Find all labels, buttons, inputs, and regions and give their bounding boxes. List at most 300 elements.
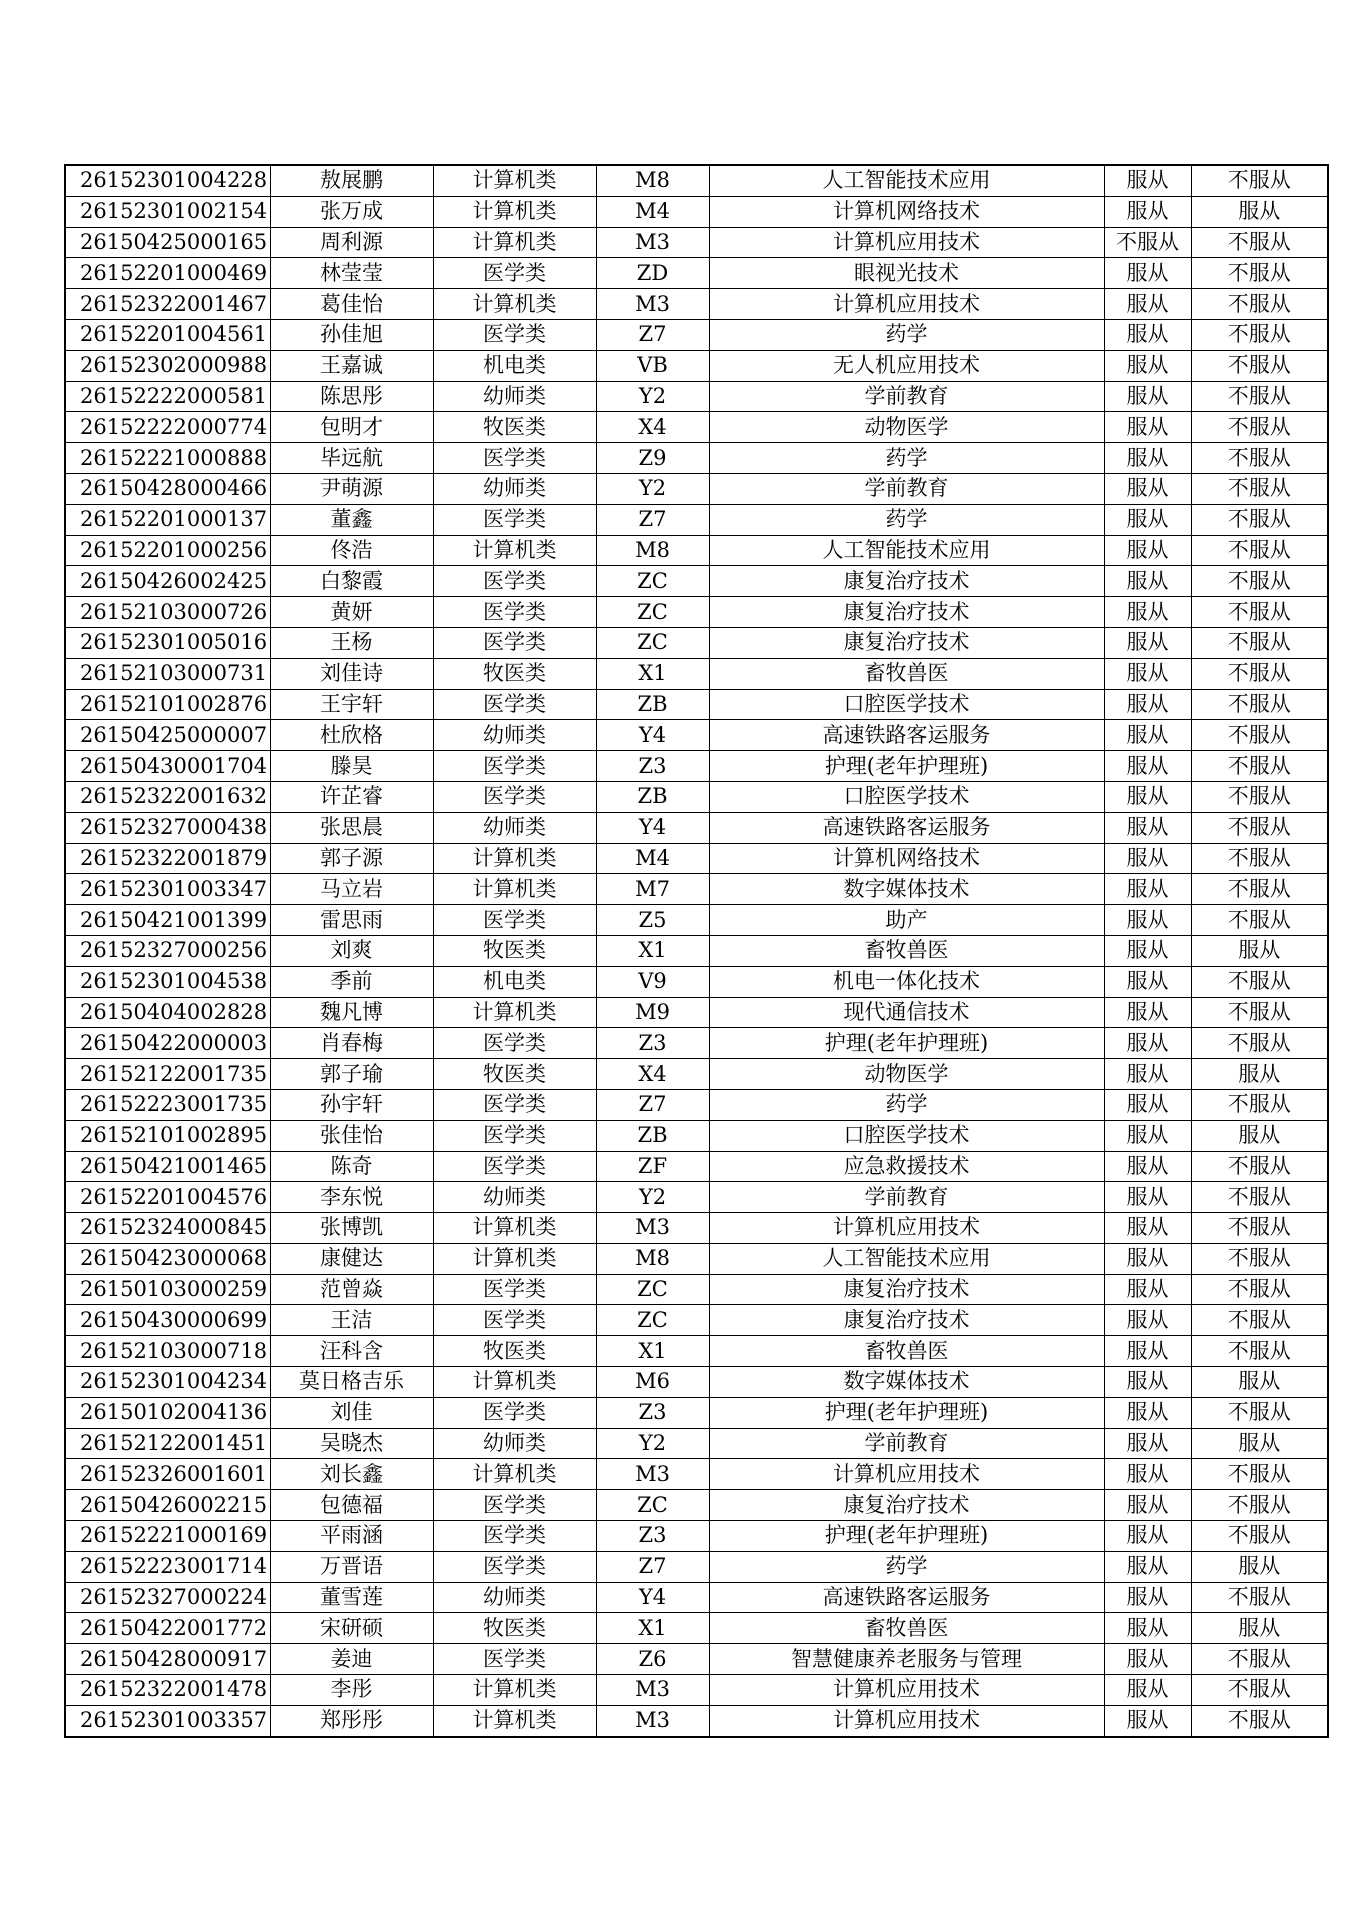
- student-name-cell: 吴晓杰: [270, 1428, 433, 1459]
- adjust-major-cell: 服从: [1104, 196, 1191, 227]
- table-row: [65, 1274, 1328, 1305]
- major-code-cell: M3: [596, 1675, 709, 1706]
- adjust-major-cell: 服从: [1104, 1644, 1191, 1675]
- table-row: [65, 1705, 1328, 1736]
- adjust-major-cell: 服从: [1104, 966, 1191, 997]
- major-code-cell: V9: [596, 966, 709, 997]
- major-code-cell: M8: [596, 1243, 709, 1274]
- major-name-cell: 学前教育: [709, 1182, 1104, 1213]
- adjust-major-cell: 服从: [1104, 843, 1191, 874]
- adjust-category-cell: 不服从: [1191, 1243, 1328, 1274]
- category-cell: 计算机类: [433, 1705, 596, 1736]
- student-name-cell: 敖展鹏: [270, 165, 433, 196]
- adjust-category-cell: 不服从: [1191, 658, 1328, 689]
- table-row: [65, 1367, 1328, 1398]
- table-row: [65, 720, 1328, 751]
- student-name-cell: 陈奇: [270, 1151, 433, 1182]
- exam-number-cell: 26152222000774: [65, 412, 270, 443]
- adjust-category-cell: 不服从: [1191, 473, 1328, 504]
- category-cell: 医学类: [433, 1521, 596, 1552]
- adjust-category-cell: 不服从: [1191, 535, 1328, 566]
- category-cell: 计算机类: [433, 1243, 596, 1274]
- adjust-category-cell: 不服从: [1191, 504, 1328, 535]
- adjust-major-cell: 服从: [1104, 751, 1191, 782]
- major-code-cell: X4: [596, 1059, 709, 1090]
- adjust-category-cell: 服从: [1191, 1059, 1328, 1090]
- exam-number-cell: 26152301004234: [65, 1367, 270, 1398]
- adjust-category-cell: 服从: [1191, 935, 1328, 966]
- category-cell: 计算机类: [433, 165, 596, 196]
- student-name-cell: 许芷睿: [270, 781, 433, 812]
- student-name-cell: 包明才: [270, 412, 433, 443]
- exam-number-cell: 26152201000137: [65, 504, 270, 535]
- adjust-category-cell: 不服从: [1191, 350, 1328, 381]
- exam-number-cell: 26150426002425: [65, 566, 270, 597]
- adjust-major-cell: 服从: [1104, 504, 1191, 535]
- major-name-cell: 康复治疗技术: [709, 1490, 1104, 1521]
- adjust-major-cell: 服从: [1104, 473, 1191, 504]
- major-code-cell: ZC: [596, 1305, 709, 1336]
- adjust-major-cell: 服从: [1104, 1243, 1191, 1274]
- major-code-cell: Z3: [596, 1397, 709, 1428]
- exam-number-cell: 26150102004136: [65, 1397, 270, 1428]
- adjust-category-cell: 不服从: [1191, 443, 1328, 474]
- exam-number-cell: 26152122001451: [65, 1428, 270, 1459]
- adjust-category-cell: 不服从: [1191, 1582, 1328, 1613]
- adjust-category-cell: 不服从: [1191, 289, 1328, 320]
- major-name-cell: 智慧健康养老服务与管理: [709, 1644, 1104, 1675]
- category-cell: 医学类: [433, 1120, 596, 1151]
- major-name-cell: 计算机应用技术: [709, 227, 1104, 258]
- student-name-cell: 万晋语: [270, 1551, 433, 1582]
- adjust-category-cell: 不服从: [1191, 905, 1328, 936]
- exam-number-cell: 26152223001735: [65, 1089, 270, 1120]
- major-name-cell: 口腔医学技术: [709, 1120, 1104, 1151]
- major-name-cell: 学前教育: [709, 381, 1104, 412]
- major-code-cell: ZC: [596, 597, 709, 628]
- major-name-cell: 康复治疗技术: [709, 597, 1104, 628]
- adjust-category-cell: 不服从: [1191, 1336, 1328, 1367]
- exam-number-cell: 26152221000888: [65, 443, 270, 474]
- category-cell: 医学类: [433, 905, 596, 936]
- adjust-category-cell: 不服从: [1191, 627, 1328, 658]
- table-row: [65, 1213, 1328, 1244]
- exam-number-cell: 26152324000845: [65, 1213, 270, 1244]
- major-code-cell: Y2: [596, 1182, 709, 1213]
- category-cell: 医学类: [433, 1151, 596, 1182]
- category-cell: 计算机类: [433, 227, 596, 258]
- adjust-major-cell: 服从: [1104, 381, 1191, 412]
- major-code-cell: M8: [596, 165, 709, 196]
- major-code-cell: Z3: [596, 1028, 709, 1059]
- major-name-cell: 护理(老年护理班): [709, 1397, 1104, 1428]
- table-row: [65, 751, 1328, 782]
- table-row: [65, 627, 1328, 658]
- student-name-cell: 白黎霞: [270, 566, 433, 597]
- category-cell: 医学类: [433, 597, 596, 628]
- student-name-cell: 黄妍: [270, 597, 433, 628]
- table-row: [65, 1490, 1328, 1521]
- adjust-major-cell: 服从: [1104, 874, 1191, 905]
- adjust-major-cell: 服从: [1104, 258, 1191, 289]
- exam-number-cell: 26152301003347: [65, 874, 270, 905]
- student-name-cell: 杜欣格: [270, 720, 433, 751]
- exam-number-cell: 26152301003357: [65, 1705, 270, 1736]
- table-row: [65, 412, 1328, 443]
- exam-number-cell: 26152327000224: [65, 1582, 270, 1613]
- student-name-cell: 周利源: [270, 227, 433, 258]
- exam-number-cell: 26152322001478: [65, 1675, 270, 1706]
- student-name-cell: 张万成: [270, 196, 433, 227]
- category-cell: 计算机类: [433, 874, 596, 905]
- major-code-cell: ZB: [596, 689, 709, 720]
- student-name-cell: 李东悦: [270, 1182, 433, 1213]
- category-cell: 机电类: [433, 350, 596, 381]
- category-cell: 医学类: [433, 1551, 596, 1582]
- exam-number-cell: 26152201000469: [65, 258, 270, 289]
- adjust-major-cell: 服从: [1104, 1028, 1191, 1059]
- major-code-cell: Z7: [596, 1551, 709, 1582]
- major-code-cell: ZD: [596, 258, 709, 289]
- category-cell: 计算机类: [433, 1459, 596, 1490]
- category-cell: 牧医类: [433, 412, 596, 443]
- student-name-cell: 范曾焱: [270, 1274, 433, 1305]
- major-name-cell: 学前教育: [709, 1428, 1104, 1459]
- adjust-category-cell: 不服从: [1191, 751, 1328, 782]
- category-cell: 牧医类: [433, 1336, 596, 1367]
- admission-table: [64, 164, 1329, 1738]
- student-name-cell: 肖春梅: [270, 1028, 433, 1059]
- student-name-cell: 王宇轩: [270, 689, 433, 720]
- exam-number-cell: 26150428000917: [65, 1644, 270, 1675]
- student-name-cell: 包德福: [270, 1490, 433, 1521]
- adjust-major-cell: 服从: [1104, 627, 1191, 658]
- adjust-category-cell: 不服从: [1191, 319, 1328, 350]
- major-code-cell: M3: [596, 1213, 709, 1244]
- adjust-category-cell: 不服从: [1191, 1274, 1328, 1305]
- adjust-category-cell: 不服从: [1191, 597, 1328, 628]
- adjust-category-cell: 不服从: [1191, 689, 1328, 720]
- student-name-cell: 魏凡博: [270, 997, 433, 1028]
- student-name-cell: 姜迪: [270, 1644, 433, 1675]
- table-row: [65, 196, 1328, 227]
- major-code-cell: M4: [596, 196, 709, 227]
- adjust-category-cell: 不服从: [1191, 997, 1328, 1028]
- category-cell: 牧医类: [433, 1613, 596, 1644]
- adjust-category-cell: 不服从: [1191, 720, 1328, 751]
- adjust-category-cell: 不服从: [1191, 966, 1328, 997]
- adjust-category-cell: 服从: [1191, 1551, 1328, 1582]
- major-name-cell: 畜牧兽医: [709, 1336, 1104, 1367]
- major-code-cell: Z7: [596, 319, 709, 350]
- student-name-cell: 董鑫: [270, 504, 433, 535]
- adjust-major-cell: 服从: [1104, 689, 1191, 720]
- student-name-cell: 李彤: [270, 1675, 433, 1706]
- major-code-cell: M8: [596, 535, 709, 566]
- exam-number-cell: 26152327000438: [65, 812, 270, 843]
- exam-number-cell: 26152201004561: [65, 319, 270, 350]
- major-name-cell: 护理(老年护理班): [709, 1521, 1104, 1552]
- table-row: [65, 1089, 1328, 1120]
- adjust-major-cell: 服从: [1104, 1459, 1191, 1490]
- major-code-cell: Z9: [596, 443, 709, 474]
- table-row: [65, 1521, 1328, 1552]
- adjust-major-cell: 不服从: [1104, 227, 1191, 258]
- exam-number-cell: 26150421001399: [65, 905, 270, 936]
- major-code-cell: ZB: [596, 781, 709, 812]
- major-code-cell: ZB: [596, 1120, 709, 1151]
- major-name-cell: 计算机应用技术: [709, 1705, 1104, 1736]
- adjust-major-cell: 服从: [1104, 781, 1191, 812]
- student-name-cell: 王嘉诚: [270, 350, 433, 381]
- category-cell: 医学类: [433, 1028, 596, 1059]
- major-name-cell: 药学: [709, 1089, 1104, 1120]
- adjust-category-cell: 不服从: [1191, 874, 1328, 905]
- category-cell: 医学类: [433, 751, 596, 782]
- major-name-cell: 康复治疗技术: [709, 1274, 1104, 1305]
- major-code-cell: ZC: [596, 627, 709, 658]
- major-code-cell: M4: [596, 843, 709, 874]
- major-name-cell: 人工智能技术应用: [709, 1243, 1104, 1274]
- adjust-major-cell: 服从: [1104, 412, 1191, 443]
- table-row: [65, 1582, 1328, 1613]
- major-name-cell: 康复治疗技术: [709, 627, 1104, 658]
- adjust-major-cell: 服从: [1104, 1120, 1191, 1151]
- major-code-cell: Y4: [596, 1582, 709, 1613]
- major-code-cell: M3: [596, 1705, 709, 1736]
- student-name-cell: 刘佳诗: [270, 658, 433, 689]
- table-row: [65, 566, 1328, 597]
- exam-number-cell: 26150430000699: [65, 1305, 270, 1336]
- adjust-category-cell: 不服从: [1191, 843, 1328, 874]
- adjust-category-cell: 不服从: [1191, 1151, 1328, 1182]
- major-code-cell: X1: [596, 1336, 709, 1367]
- student-name-cell: 郭子源: [270, 843, 433, 874]
- student-name-cell: 孙佳旭: [270, 319, 433, 350]
- major-name-cell: 药学: [709, 443, 1104, 474]
- exam-number-cell: 26152302000988: [65, 350, 270, 381]
- student-name-cell: 刘长鑫: [270, 1459, 433, 1490]
- table-row: [65, 1182, 1328, 1213]
- adjust-category-cell: 不服从: [1191, 1182, 1328, 1213]
- adjust-major-cell: 服从: [1104, 1521, 1191, 1552]
- major-name-cell: 计算机应用技术: [709, 1213, 1104, 1244]
- exam-number-cell: 26150428000466: [65, 473, 270, 504]
- adjust-category-cell: 不服从: [1191, 1521, 1328, 1552]
- major-code-cell: Z7: [596, 504, 709, 535]
- table-row: [65, 781, 1328, 812]
- major-name-cell: 数字媒体技术: [709, 874, 1104, 905]
- table-row: [65, 1028, 1328, 1059]
- major-code-cell: M9: [596, 997, 709, 1028]
- student-name-cell: 刘爽: [270, 935, 433, 966]
- table-body: [65, 165, 1328, 1737]
- exam-number-cell: 26150422001772: [65, 1613, 270, 1644]
- major-name-cell: 护理(老年护理班): [709, 751, 1104, 782]
- category-cell: 计算机类: [433, 535, 596, 566]
- adjust-major-cell: 服从: [1104, 658, 1191, 689]
- exam-number-cell: 26150404002828: [65, 997, 270, 1028]
- major-name-cell: 康复治疗技术: [709, 566, 1104, 597]
- major-name-cell: 计算机网络技术: [709, 196, 1104, 227]
- adjust-category-cell: 不服从: [1191, 781, 1328, 812]
- category-cell: 幼师类: [433, 812, 596, 843]
- adjust-major-cell: 服从: [1104, 350, 1191, 381]
- major-name-cell: 应急救援技术: [709, 1151, 1104, 1182]
- exam-number-cell: 26152103000726: [65, 597, 270, 628]
- table-row: [65, 227, 1328, 258]
- major-name-cell: 眼视光技术: [709, 258, 1104, 289]
- category-cell: 计算机类: [433, 843, 596, 874]
- major-name-cell: 康复治疗技术: [709, 1305, 1104, 1336]
- adjust-category-cell: 不服从: [1191, 1089, 1328, 1120]
- adjust-category-cell: 不服从: [1191, 227, 1328, 258]
- table-row: [65, 535, 1328, 566]
- table-row: [65, 319, 1328, 350]
- major-name-cell: 高速铁路客运服务: [709, 1582, 1104, 1613]
- student-name-cell: 雷思雨: [270, 905, 433, 936]
- exam-number-cell: 26152301005016: [65, 627, 270, 658]
- exam-number-cell: 26152221000169: [65, 1521, 270, 1552]
- adjust-major-cell: 服从: [1104, 905, 1191, 936]
- exam-number-cell: 26152301002154: [65, 196, 270, 227]
- major-code-cell: X1: [596, 1613, 709, 1644]
- major-name-cell: 药学: [709, 1551, 1104, 1582]
- adjust-major-cell: 服从: [1104, 1551, 1191, 1582]
- student-name-cell: 毕远航: [270, 443, 433, 474]
- category-cell: 牧医类: [433, 935, 596, 966]
- student-name-cell: 孙宇轩: [270, 1089, 433, 1120]
- student-name-cell: 康健达: [270, 1243, 433, 1274]
- adjust-major-cell: 服从: [1104, 1367, 1191, 1398]
- table-row: [65, 812, 1328, 843]
- exam-number-cell: 26152101002895: [65, 1120, 270, 1151]
- major-name-cell: 计算机应用技术: [709, 289, 1104, 320]
- table-row: [65, 443, 1328, 474]
- student-name-cell: 林莹莹: [270, 258, 433, 289]
- major-name-cell: 计算机应用技术: [709, 1459, 1104, 1490]
- adjust-category-cell: 不服从: [1191, 1490, 1328, 1521]
- category-cell: 医学类: [433, 1089, 596, 1120]
- category-cell: 医学类: [433, 1644, 596, 1675]
- adjust-major-cell: 服从: [1104, 1089, 1191, 1120]
- adjust-major-cell: 服从: [1104, 1675, 1191, 1706]
- table-row: [65, 473, 1328, 504]
- table-row: [65, 1243, 1328, 1274]
- table-row: [65, 966, 1328, 997]
- category-cell: 医学类: [433, 1490, 596, 1521]
- adjust-major-cell: 服从: [1104, 1705, 1191, 1736]
- category-cell: 幼师类: [433, 381, 596, 412]
- major-code-cell: M3: [596, 227, 709, 258]
- category-cell: 医学类: [433, 443, 596, 474]
- table-row: [65, 165, 1328, 196]
- major-code-cell: M6: [596, 1367, 709, 1398]
- student-name-cell: 佟浩: [270, 535, 433, 566]
- major-code-cell: Z3: [596, 1521, 709, 1552]
- table-row: [65, 381, 1328, 412]
- major-name-cell: 现代通信技术: [709, 997, 1104, 1028]
- student-name-cell: 陈思彤: [270, 381, 433, 412]
- major-code-cell: M3: [596, 289, 709, 320]
- major-name-cell: 人工智能技术应用: [709, 535, 1104, 566]
- exam-number-cell: 26152222000581: [65, 381, 270, 412]
- adjust-major-cell: 服从: [1104, 566, 1191, 597]
- table-row: [65, 258, 1328, 289]
- major-code-cell: Y4: [596, 720, 709, 751]
- table-row: [65, 1151, 1328, 1182]
- student-name-cell: 郑彤彤: [270, 1705, 433, 1736]
- major-name-cell: 畜牧兽医: [709, 658, 1104, 689]
- table-row: [65, 1336, 1328, 1367]
- adjust-category-cell: 不服从: [1191, 1397, 1328, 1428]
- major-code-cell: Y4: [596, 812, 709, 843]
- major-name-cell: 口腔医学技术: [709, 689, 1104, 720]
- adjust-major-cell: 服从: [1104, 535, 1191, 566]
- adjust-major-cell: 服从: [1104, 997, 1191, 1028]
- exam-number-cell: 26150425000007: [65, 720, 270, 751]
- category-cell: 医学类: [433, 566, 596, 597]
- adjust-major-cell: 服从: [1104, 720, 1191, 751]
- adjust-major-cell: 服从: [1104, 1059, 1191, 1090]
- exam-number-cell: 26150103000259: [65, 1274, 270, 1305]
- category-cell: 计算机类: [433, 196, 596, 227]
- exam-number-cell: 26152322001632: [65, 781, 270, 812]
- category-cell: 医学类: [433, 627, 596, 658]
- major-code-cell: X1: [596, 658, 709, 689]
- adjust-category-cell: 不服从: [1191, 566, 1328, 597]
- major-code-cell: Z5: [596, 905, 709, 936]
- major-name-cell: 药学: [709, 319, 1104, 350]
- table-row: [65, 597, 1328, 628]
- adjust-category-cell: 不服从: [1191, 1213, 1328, 1244]
- table-row: [65, 997, 1328, 1028]
- category-cell: 幼师类: [433, 1582, 596, 1613]
- exam-number-cell: 26152326001601: [65, 1459, 270, 1490]
- exam-number-cell: 26152103000718: [65, 1336, 270, 1367]
- adjust-category-cell: 不服从: [1191, 812, 1328, 843]
- table-row: [65, 874, 1328, 905]
- adjust-category-cell: 不服从: [1191, 1705, 1328, 1736]
- category-cell: 幼师类: [433, 720, 596, 751]
- adjust-category-cell: 服从: [1191, 1613, 1328, 1644]
- adjust-category-cell: 服从: [1191, 196, 1328, 227]
- major-code-cell: ZC: [596, 566, 709, 597]
- table-row: [65, 1059, 1328, 1090]
- adjust-major-cell: 服从: [1104, 1274, 1191, 1305]
- exam-number-cell: 26152327000256: [65, 935, 270, 966]
- student-name-cell: 宋研硕: [270, 1613, 433, 1644]
- category-cell: 计算机类: [433, 289, 596, 320]
- student-name-cell: 滕昊: [270, 751, 433, 782]
- major-name-cell: 计算机网络技术: [709, 843, 1104, 874]
- adjust-major-cell: 服从: [1104, 319, 1191, 350]
- student-name-cell: 莫日格吉乐: [270, 1367, 433, 1398]
- category-cell: 医学类: [433, 258, 596, 289]
- adjust-category-cell: 不服从: [1191, 1675, 1328, 1706]
- table-row: [65, 504, 1328, 535]
- adjust-major-cell: 服从: [1104, 1428, 1191, 1459]
- student-name-cell: 董雪莲: [270, 1582, 433, 1613]
- major-code-cell: Z3: [596, 751, 709, 782]
- major-name-cell: 学前教育: [709, 473, 1104, 504]
- major-name-cell: 畜牧兽医: [709, 1613, 1104, 1644]
- table-row: [65, 935, 1328, 966]
- student-name-cell: 张佳怡: [270, 1120, 433, 1151]
- exam-number-cell: 26152201004576: [65, 1182, 270, 1213]
- category-cell: 牧医类: [433, 658, 596, 689]
- adjust-major-cell: 服从: [1104, 1397, 1191, 1428]
